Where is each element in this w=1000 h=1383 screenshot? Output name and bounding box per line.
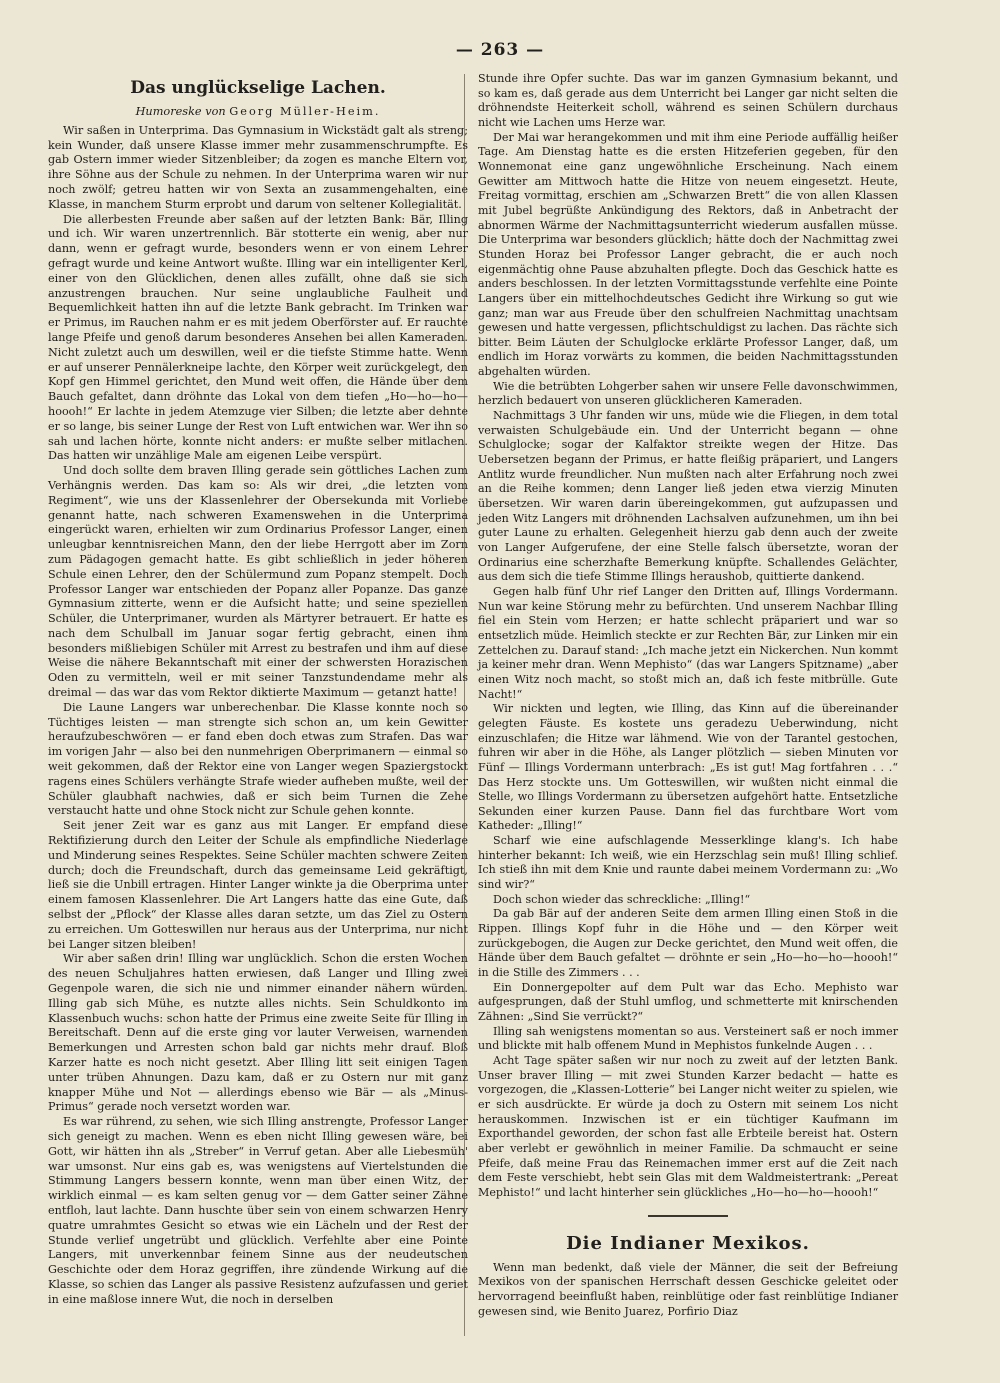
author-name: Georg Müller-Heim.	[229, 105, 381, 118]
paragraph: Der Mai war herangekommen und mit ihm eine Periode auffällig heißer Tage. Am Dienstag hatte es die ersten Hitzeferien gegeben, für den Wonnemonat eine ganz ungewöhnliche Erscheinung. Nach einem Gewitter am Mittwoch hatte die Hitze von neuem eingesetzt. Heute, Freitag vormittag, erschien am „Schwarzen Brett“ die von allen Klassen mit Jubel begrüßte Ankündigung des Rektors, daß in Anbetracht der abnormen Wärme der Nachmittagsunterricht wiederum ausfallen müsse. Die Unterprima war besonders glücklich; hätte doch der Nachmittag zwei Stunden Horaz bei Professor Langer gebracht, die er auch noch eigenmächtig ohne Pause abzuhalten pflegte. Doch das Geschick hatte es anders beschlossen. In der letzten Vormittagsstunde verfehlte eine Pointe Langers über ein mittelhochdeutsches Gedicht ihre Wirkung so gut wie ganz; man war aus Freude über den schulfreien Nachmittag unachtsam gewesen und hatte vergessen, pflichtschuldigst zu lachen. Das rächte sich bitter. Beim Läuten der Schulglocke erklärte Professor Langer, daß, um endlich im Horaz vorwärts zu kommen, die beiden Nachmittagsstunden abgehalten würden.	[478, 130, 898, 379]
article-title: Das unglückselige Lachen.	[130, 78, 386, 98]
paragraph: Doch schon wieder das schreckliche: „Illing!“	[493, 892, 751, 906]
paragraph: Die allerbesten Freunde aber saßen auf der letzten Bank: Bär, Illing und ich. Wir waren unzertrennlich. Bär stotterte ein wenig, aber nur dann, wenn er gefragt wurde, besonders wenn er von einem Lehrer gefragt wurde und keine Antwort wußte. Illing war ein intelligenter Kerl, einer von den Glücklichen, denen alles zufällt, ohne daß sie sich anzustrengen brauchen. Nur seine unglaubliche Faulheit und Bequemlichkeit hatten ihn auf die letzte Bank gebracht. Im Trinken war er Primus, im Rauchen nahm er es mit jedem Oberförster auf. Er rauchte lange Pfeife und genoß darum besonderes Ansehen bei allen Kameraden. Nicht zuletzt auch um deswillen, weil er die tiefste Stimme hatte. Wenn er auf unserer Pennälerkneipe lachte, den Körper weit zurückgelegt, den Kopf gen Himmel gerichtet, den Mund weit offen, die Hände über dem Bauch gefaltet, dann dröhnte das Lokal von dem tiefen „Ho—ho—ho—hoooh!“ Er lachte in jedem Atemzuge vier Silben; die letzte aber dehnte er so lange, bis seiner Lunge der Rest von Luft entwichen war. Wer ihn so sah und lachen hörte, konnte nicht anders: er mußte selber mitlachen. Das hatten wir unzählige Male am eigenen Leibe verspürt.	[48, 212, 468, 463]
paragraph: Scharf wie eine aufschlagende Messerklinge klang's. Ich habe hinterher bekannt: Ich weiß, wie ein Herzschlag sein muß! Illing schlief. Ich stieß ihn mit dem Knie und raunte dabei meinem Vordermann zu: „Wo sind wir?“	[478, 834, 898, 892]
paragraph: Wir aber saßen drin! Illing war unglücklich. Schon die ersten Wochen des neuen Schuljahres hatten erwiesen, daß Langer und Illing zwei Gegenpole waren, die sich nie und nimmer einander nähern würden. Illing gab sich Mühe, es nutzte alles nichts. Sein Schuldkonto im Klassenbuch wuchs: schon hatte der Primus eine zweite Seite für Illing in Bereitschaft. Denn auf die erste ging vor lauter Verweisen, warnenden Bemerkungen und Arresten schon bald gar nichts mehr drauf. Bloß Karzer hatte es noch nicht gesetzt. Aber Illing litt seit einigen Tagen unter trüben Ahnungen. Dazu kam, daß er zu Ostern nur mit ganz knapper Mühe und Not — allerdings ebenso wie Bär — als „Minus-Primus“ gerade noch versetzt worden war.	[48, 952, 468, 1114]
byline-prefix: Humoreske von	[135, 105, 226, 118]
paragraph: Nachmittags 3 Uhr fanden wir uns, müde wie die Fliegen, in dem total verwaisten Schulgebäude ein. Und der Unterricht begann — ohne Schulglocke; sogar der Kalfaktor streikte wegen der Hitze. Das Uebersetzen begann der Primus, er hatte fleißig präpariert, und Langers Antlitz wurde freundlicher. Nun mußten nach alter Erfahrung noch zwei an die Reihe kommen; denn Langer ließ jeden etwa vierzig Minuten übersetzen. Wir waren darin übereingekommen, gut aufzupassen und jeden Witz Langers mit dröhnenden Lachsalven aufzunehmen, um ihn bei guter Laune zu erhalten. Gelegenheit hierzu gab denn auch der zweite von Langer Aufgerufene, der eine Stelle falsch übersetzte, woran der Ordinarius eine scherzhafte Bemerkung knüpfte. Schallendes Gelächter, aus dem sich die tiefe Stimme Illings heraushob, quittierte dankend.	[478, 409, 898, 584]
paragraph: Gegen halb fünf Uhr rief Langer den Dritten auf, Illings Vordermann. Nun war keine Störung mehr zu befürchten. Und unserem Nachbar Illing fiel ein Stein vom Herzen; er hatte schlecht präpariert und war so entsetzlich müde. Heimlich steckte er zur Rechten Bär, zur Linken mir ein Zettelchen zu. Darauf stand: „Ich mache jetzt ein Nickerchen. Nun kommt ja keiner mehr dran. Wenn Mephisto“ (das war Langers Spitzname) „aber einen Witz noch macht, so stoßt mich an, daß ich feste mitbrülle. Gute Nacht!“	[478, 584, 898, 701]
paragraph: Illing sah wenigstens momentan so aus. Versteinert saß er noch immer und blickte mit halb offenem Mund in Mephistos funkelnde Augen . . .	[478, 1024, 898, 1053]
paragraph: Es war rührend, zu sehen, wie sich Illing anstrengte, Professor Langer sich geneigt zu machen. Wenn es eben nicht Illing gewesen wäre, bei Gott, wir hätten ihn als „Streber“ in Verruf getan. Aber alle Liebesmüh' war umsonst. Nur eins gab es, was wenigstens auf Viertelstunden die Stimmung Langers bessern konnte, wenn man über einen Witz, der wirklich einmal — es kam selten genug vor — dem Gatter seiner Zähne entfloh, laut lachte. Dann huschte über sein von einem schwarzen Henry quatre umrahmtes Gesicht so etwas wie ein Lächeln und der Rest der Stunde verlief ungetrübt und glücklich. Verfehlte aber eine Pointe Langers, mit unverkennbar feinem Sinne aus der neudeutschen Geschichte oder dem Horaz gegriffen, ihre zündende Wirkung auf die Klasse, so schien das Langer als passive Resistenz aufzufassen und geriet in eine maßlose innere Wut, die noch in derselben	[48, 1115, 468, 1306]
paragraph: Wir nickten und legten, wie Illing, das Kinn auf die übereinander gelegten Fäuste. Es kostete uns geradezu Ueberwindung, nicht einzuschlafen; die Hitze war lähmend. Wie von der Tarantel gestochen, fuhren wir aber in die Höhe, als Langer plötzlich — sieben Minuten vor Fünf — Illings Vordermann unterbrach: „Es ist gut! Mag fortfahren . . .“ Das Herz stockte uns. Um Gotteswillen, wir wußten nicht einmal die Stelle, wo Illings Vordermann zu übersetzen aufgehört hatte. Entsetzliche Sekunden einer kurzen Pause. Dann fiel das furchtbare Wort vom Katheder: „Illing!“	[478, 702, 898, 833]
paragraph: Die Laune Langers war unberechenbar. Die Klasse konnte noch so Tüchtiges leisten — man strengte sich schon an, um kein Gewitter heraufzubeschwören — er fand eben doch etwas zum Strafen. Das war im vorigen Jahr — also bei den nunmehrigen Oberprimanern — einmal so weit gekommen, daß der Rektor eine von Langer wegen Spaziergstockt ragens eines Schülers verhängte Strafe wieder aufheben mußte, weil der Schüler glaubhaft nachwies, daß er sich beim Turnen die Zehe verstaucht hatte und ohne Stock nicht zur Schule gehen konnte.	[48, 700, 468, 818]
paragraph: Wenn man bedenkt, daß viele der Männer, die seit der Befreiung Mexikos von der spanischen Herrschaft dessen Geschicke geleitet oder hervorragend beeinflußt haben, reinblütige oder fast reinblütige Indianer gewesen sind, wie Benito Juarez, Porfirio Diaz	[478, 1260, 898, 1318]
paragraph: Und doch sollte dem braven Illing gerade sein göttliches Lachen zum Verhängnis werden. Das kam so: Als wir drei, „die letzten vom Regiment“, wie uns der Klassenlehrer der Obersekunda mit Vorliebe genannt hatte, nach schweren Examenswehen in die Unterprima eingerückt waren, erhielten wir zum Ordinarius Professor Langer, einen unleugbar kenntnisreichen Mann, den der liebe Herrgott aber im Zorn zum Pädagogen gemacht hatte. Es gibt schließlich in jeder höheren Schule einen Lehrer, den der Schülermund zum Popanz stempelt. Doch Professor Langer war entschieden der Popanz aller Popanze. Das ganze Gymnasium zitterte, wenn er die Aufsicht hatte; und seine speziellen Schüler, die Unterprimaner, wurden als Märtyrer betrauert. Er hatte es nach dem Schulball im Januar sogar fertig gebracht, einen ihm besonders mißliebigen Schüler mit Arrest zu bestrafen und ihm auf diese Weise die nähere Bekanntschaft mit einer der schwersten Horazischen Oden zu vermitteln, weil er mit seiner Tanzstundendame mehr als dreimal — das war das vom Rektor diktierte Maximum — getanzt hatte!	[48, 464, 468, 700]
paragraph: Stunde ihre Opfer suchte. Das war im ganzen Gymnasium bekannt, und so kam es, daß gerade aus dem Unterricht bei Langer gar nicht selten die dröhnendste Heiterkeit scholl, während es seinen Schülern durchaus nicht wie Lachen ums Herze war.	[478, 72, 898, 129]
paragraph: Seit jener Zeit war es ganz aus mit Langer. Er empfand diese Rektifizierung durch den Leiter der Schule als empfindliche Niederlage und Minderung seines Respektes. Seine Schüler machten schwere Zeiten durch; doch die Freundschaft, durch das gemeinsame Leid gekräftigt, ließ sie die Unbill ertragen. Hinter Langer winkte ja die Oberprima unter einem famosen Klassenlehrer. Die Art Langers hatte das eine Gute, daß selbst der „Pflock“ der Klasse alles daran setzte, um das Ziel zu Ostern zu erreichen. Um Gotteswillen nur heraus aus der Unterprima, nur nicht bei Langer sitzen bleiben!	[48, 819, 468, 951]
paragraph: Da gab Bär auf der anderen Seite dem armen Illing einen Stoß in die Rippen. Illings Kopf fuhr in die Höhe und — den Körper weit zurückgebogen, die Augen zur Decke gerichtet, den Mund weit offen, die Hände über dem Bauch gefaltet — dröhnte er sein „Ho—ho—ho—hoooh!“ in die Stille des Zimmers . . .	[478, 907, 898, 980]
paragraph: Wie die betrübten Lohgerber sahen wir unsere Felle davonschwimmen, herzlich bedauert von unseren glücklicheren Kameraden.	[478, 379, 898, 408]
paragraph: Acht Tage später saßen wir nur noch zu zweit auf der letzten Bank. Unser braver Illing — mit zwei Stunden Karzer bedacht — hatte es vorgezogen, die „Klassen-Lotterie“ bei Langer nicht weiter zu spielen, wie er sich ausdrückte. Er würde ja doch zu Ostern mit seinem Los nicht herauskommen. Inzwischen ist er ein tüchtiger Kaufmann im Exporthandel geworden, der schon fast alle Erbteile bereist hat. Ostern aber verlebt er gewöhnlich in meiner Familie. Da schmaucht er seine Pfeife, daß meine Frau das Reinemachen immer erst auf die Zeit nach dem Feste verschiebt, hebt sein Glas mit dem Waldmeistertrank: „Pereat Mephisto!“ und lacht hinterher sein glückliches „Ho—ho—ho—hoooh!“	[478, 1053, 898, 1199]
paragraph: Ein Donnergepolter auf dem Pult war das Echo. Mephisto war aufgesprungen, daß der Stuhl umflog, und schmetterte mit knirschenden Zähnen: „Sind Sie verrückt?“	[478, 980, 898, 1023]
paragraph: Wir saßen in Unterprima. Das Gymnasium in Wickstädt galt als streng; kein Wunder, daß unsere Klasse immer mehr zusammenschrumpfte. Es gab Ostern immer wieder Sitzenbleiber; da zogen es manche Eltern vor, ihre Söhne aus der Schule zu nehmen. In der Unterprima waren wir nur noch zwölf; getreu hatten wir von Sexta an zusammengehalten, eine Klasse, in manchem Sturm erprobt und darum von seltener Kollegialität.	[48, 123, 468, 211]
left-column	[48, 72, 468, 1308]
section-separator	[478, 1209, 898, 1223]
page-number: — 263 —	[455, 40, 545, 60]
article-byline	[48, 105, 468, 120]
article-title: Die Indianer Mexikos.	[566, 1232, 810, 1254]
right-column	[478, 72, 898, 1319]
